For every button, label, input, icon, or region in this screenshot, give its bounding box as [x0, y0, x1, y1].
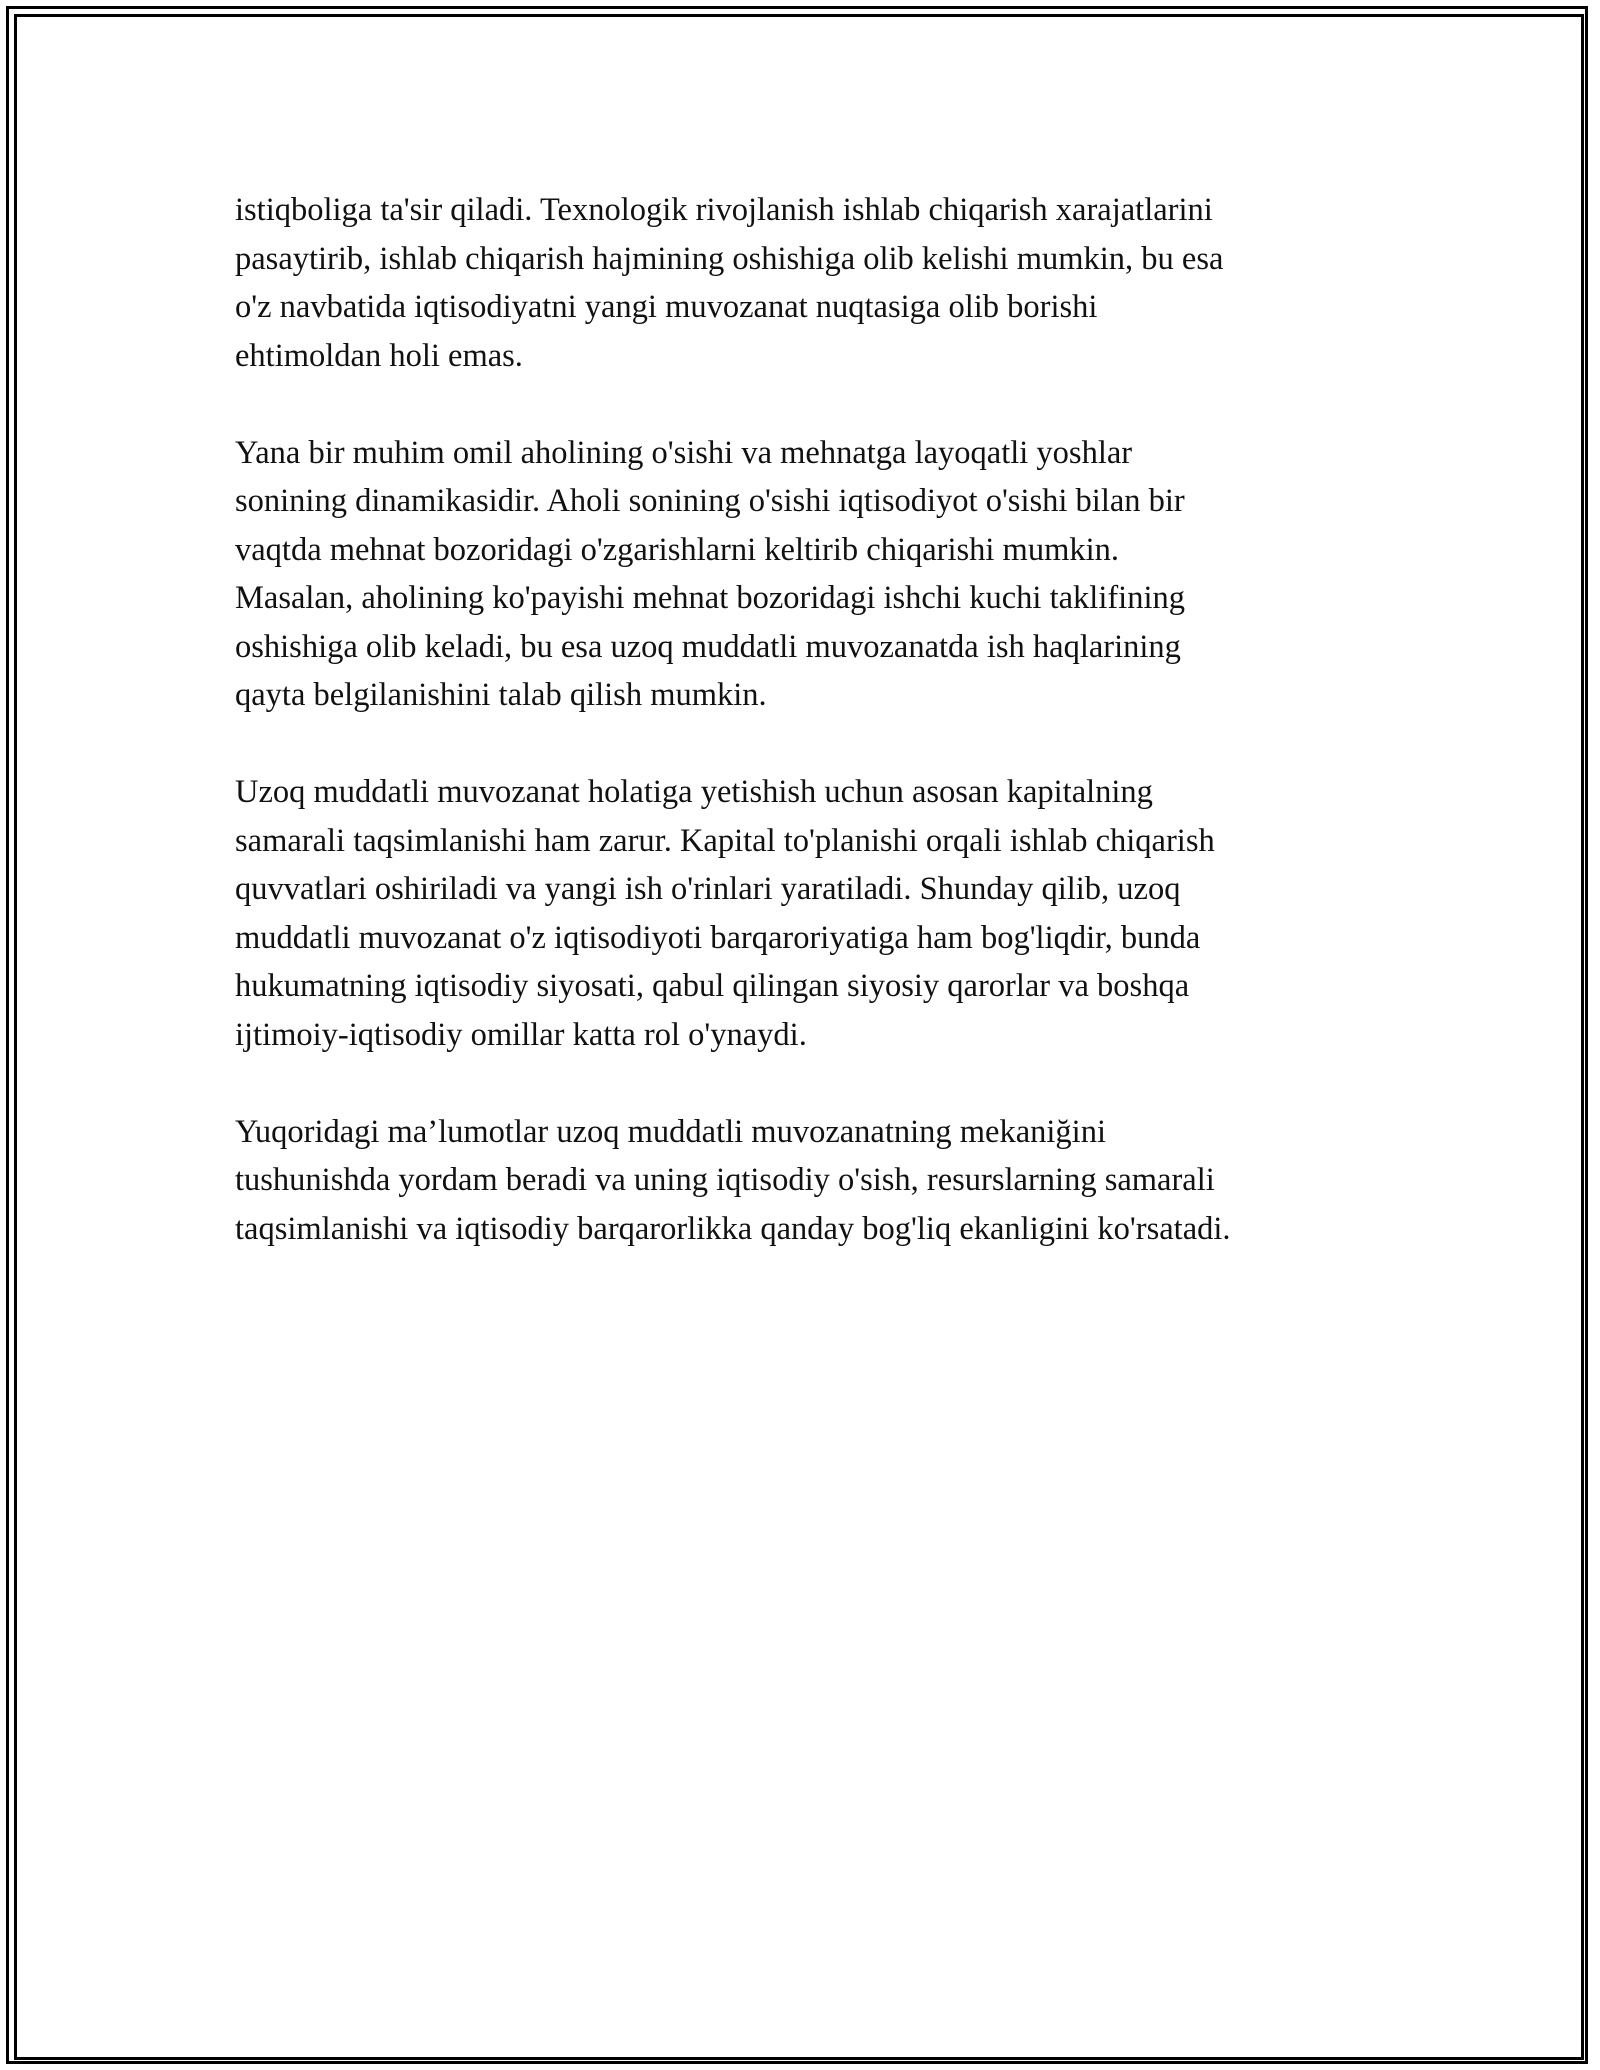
- text-line: qayta belgilanishini talab qilish mumkin.: [235, 677, 767, 713]
- text-line: muddatli muvozanat o'z iqtisodiyoti barqaroriyatiga ham bog'liqdir, bunda: [235, 919, 1201, 956]
- text-line: oshishiga olib keladi, bu esa uzoq muddatli muvozanatda ish haqlarining: [235, 628, 1181, 665]
- paragraph-4: [235, 1108, 1385, 1254]
- text-line: sonining dinamikasidir. Aholi sonining o'sishi iqtisodiyot o'sishi bilan bir: [235, 483, 1185, 519]
- text-line: o'z navbatida iqtisodiyatni yangi muvozanat nuqtasiga olib borishi: [235, 289, 1098, 325]
- text-line: ehtimoldan holi emas.: [235, 337, 523, 374]
- paragraph-2: [235, 429, 1385, 720]
- text-line: Yuqoridagi ma’lumotlar uzoq muddatli muvozanatning mekaniğini: [235, 1113, 1106, 1150]
- text-line: Uzoq muddatli muvozanat holatiga yetishish uchun asosan kapitalning: [235, 774, 1153, 810]
- text-line: tushunishda yordam beradi va uning iqtisodiy o'sish, resurslarning samarali: [235, 1162, 1215, 1198]
- text-line: samarali taqsimlanishi ham zarur. Kapital to'planishi orqali ishlab chiqarish: [235, 822, 1215, 859]
- text-line: Yana bir muhim omil aholining o'sishi va mehnatga layoqatli yoshlar: [235, 434, 1133, 471]
- text-line: hukumatning iqtisodiy siyosati, qabul qilingan siyosiy qarorlar va boshqa: [235, 968, 1190, 1004]
- paragraph-3: [235, 768, 1385, 1059]
- text-line: quvvatlari oshiriladi va yangi ish o'rinlari yaratiladi. Shunday qilib, uzoq: [235, 871, 1181, 907]
- text-line: Masalan, aholining ko'payishi mehnat bozoridagi ishchi kuchi taklifining: [235, 580, 1185, 616]
- text-line: taqsimlanishi va iqtisodiy barqarorlikka qanday bog'liq ekanligini ko'rsatadi.: [235, 1210, 1231, 1247]
- text-line: istiqboliga ta'sir qiladi. Texnologik rivojlanish ishlab chiqarish xarajatlarini: [235, 192, 1213, 228]
- text-line: vaqtda mehnat bozoridagi o'zgarishlarni keltirib chiqarishi mumkin.: [235, 531, 1120, 568]
- text-line: ijtimoiy-iqtisodiy omillar katta rol o'ynaydi.: [235, 1016, 807, 1053]
- document-body: [235, 186, 1385, 1302]
- paragraph-1: [235, 186, 1385, 380]
- text-line: pasaytirib, ishlab chiqarish hajmining oshishiga olib kelishi mumkin, bu esa: [235, 240, 1224, 277]
